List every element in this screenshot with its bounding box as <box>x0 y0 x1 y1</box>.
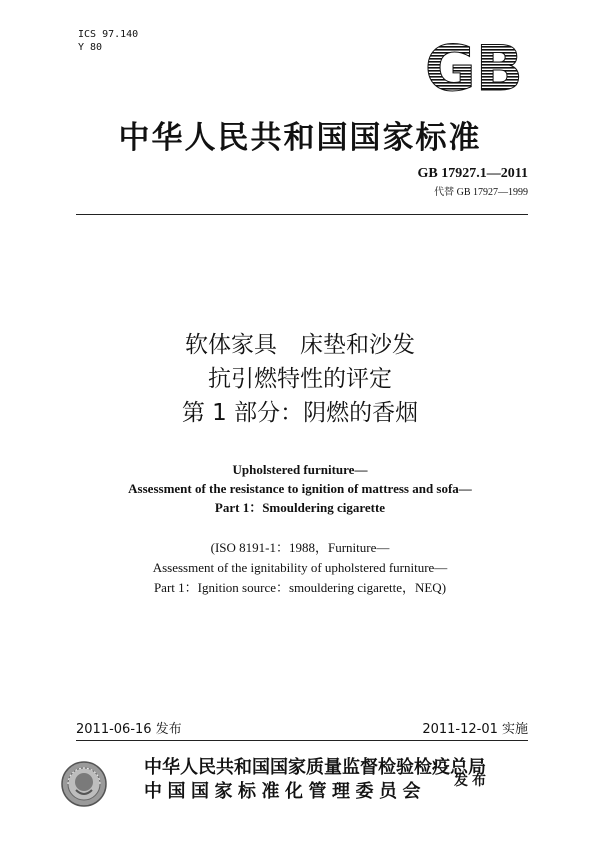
effective-date: 2011-12-01 实施 <box>422 722 528 737</box>
chinese-title-line1: 软体家具 床垫和沙发 <box>185 332 415 358</box>
iso-reference-line1: (ISO 8191-1：1988，Furniture— <box>210 540 390 555</box>
chinese-title-line2: 抗引燃特性的评定 <box>208 366 392 392</box>
ccs-code: Y 80 <box>78 42 103 53</box>
classification-codes <box>78 28 138 54</box>
divider-top <box>76 214 528 215</box>
issuing-authorities <box>144 756 486 804</box>
iso-reference-line3: Part 1：Ignition source：smouldering cigarette，NEQ) <box>153 580 447 595</box>
ics-code: ICS 97.140 <box>78 29 139 40</box>
english-title <box>0 460 600 517</box>
iso-reference-line2: Assessment of the ignitability of upholstered furniture— <box>152 560 448 575</box>
issue-date: 2011-06-16 发布 <box>76 722 182 737</box>
english-title-line1: Upholstered furniture— <box>232 462 368 477</box>
chinese-title <box>0 328 600 430</box>
issuer-sac: 中国国家标准化管理委员会 <box>144 781 426 802</box>
chinese-title-line3: 第 1 部分：阴燃的香烟 <box>181 400 419 426</box>
standard-number-block <box>418 166 528 198</box>
english-title-line3: Part 1：Smouldering cigarette <box>214 500 386 515</box>
issuer-aqsiq: 中华人民共和国国家质量监督检验检疫总局 <box>144 757 486 778</box>
gb-logo-text: GB <box>424 40 524 94</box>
seal-icon <box>60 760 108 808</box>
standard-number: GB 17927.1—2011 <box>417 166 528 181</box>
gb-logo-icon <box>420 40 528 94</box>
replaces-standard: 代替 GB 17927—1999 <box>434 187 528 198</box>
iso-reference <box>0 538 600 598</box>
divider-bottom <box>76 740 528 741</box>
page-title: 中华人民共和国国家标准 <box>118 120 482 156</box>
english-title-line2: Assessment of the resistance to ignition of mattress and sofa— <box>128 481 472 496</box>
publish-label: 发布 <box>454 773 490 789</box>
